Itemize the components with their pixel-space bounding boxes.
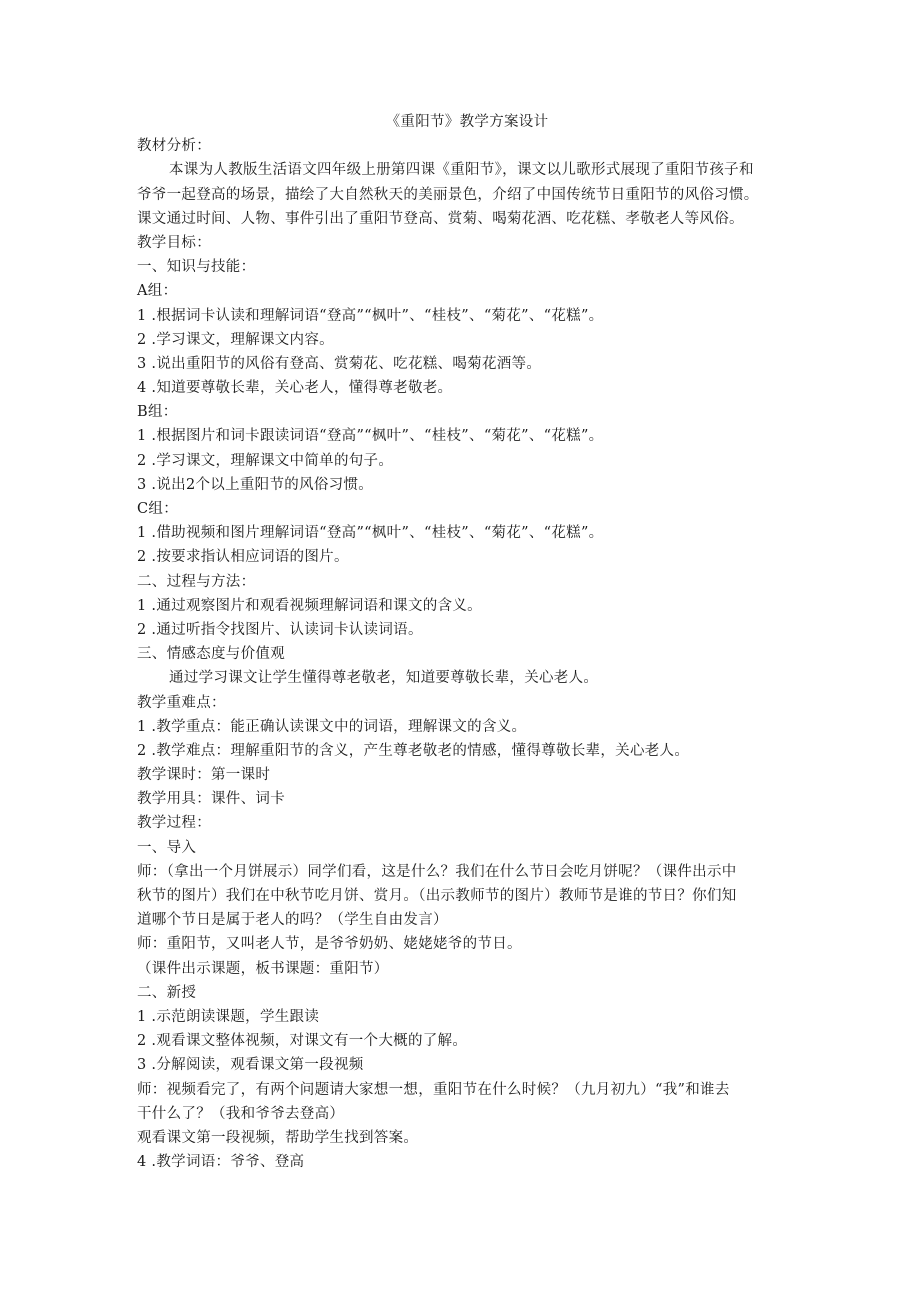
text-line: 本课为人教版生活语文四年级上册第四课《重阳节》，课文以儿歌形式展现了重阳节孩子和	[169, 162, 754, 179]
text-line: 师：视频看完了，有两个问题请大家想一想，重阳节在什么时候？（九月初九）“我”和谁去	[137, 1081, 730, 1098]
text-line: 课文通过时间、人物、事件引出了重阳节登高、赏菊、喝菊花酒、吃花糕、孝敬老人等风俗。	[137, 210, 744, 227]
text-line: 观看课文第一段视频，帮助学生找到答案。	[137, 1129, 419, 1146]
text-line: 1 .借助视频和图片理解词语“登高”“枫叶”、“桂枝”、“菊花”、“花糕”。	[137, 525, 604, 542]
text-line: 1 .根据词卡认读和理解词语“登高”“枫叶”、“桂枝”、“菊花”、“花糕”。	[137, 307, 604, 324]
text-line: 4 .知道要尊敬长辈，关心老人，懂得尊老敬老。	[137, 380, 453, 397]
text-line: B组：	[137, 404, 178, 421]
text-line: 教材分析：	[137, 138, 211, 155]
text-line: 爷爷一起登高的场景，描绘了大自然秋天的美丽景色，介绍了中国传统节日重阳节的风俗习惯。	[137, 186, 759, 203]
text-line: 教学过程：	[137, 815, 211, 832]
text-line: 一、知识与技能：	[137, 259, 256, 276]
text-line: 教学目标：	[137, 234, 211, 251]
text-line: 道哪个节日是属于老人的吗？（学生自由发言）	[137, 912, 448, 929]
text-line: 2 .教学难点：理解重阳节的含义，产生尊老敬老的情感，懂得尊敬长辈，关心老人。	[137, 742, 690, 759]
text-line: 教学用具：课件、词卡	[137, 791, 285, 808]
text-line: 1 .通过观察图片和观看视频理解词语和课文的含义。	[137, 597, 482, 614]
text-line: （课件出示课题，板书课题：重阳节）	[137, 960, 389, 977]
text-line: 1 .根据图片和词卡跟读词语“登高”“枫叶”、“桂枝”、“菊花”、“花糕”。	[137, 428, 604, 445]
text-line: 2 .学习课文，理解课文内容。	[137, 331, 334, 348]
text-line: A组：	[137, 283, 178, 300]
text-line: 干什么了？（我和爷爷去登高）	[137, 1105, 345, 1122]
text-line: 3 .说出2个以上重阳节的风俗习惯。	[137, 476, 374, 493]
text-line: 三、情感态度与价值观	[137, 646, 285, 663]
text-line: 通过学习课文让学生懂得尊老敬老，知道要尊敬长辈，关心老人。	[169, 670, 599, 687]
document-body	[137, 134, 797, 1174]
text-line: 3 .分解阅读，观看课文第一段视频	[137, 1057, 364, 1074]
document-title: 《重阳节》教学方案设计	[385, 114, 549, 130]
document-page	[137, 110, 797, 1174]
text-line: 1 .示范朗读课题，学生跟读	[137, 1008, 320, 1025]
text-line: 1 .教学重点：能正确认读课文中的词语，理解课文的含义。	[137, 718, 527, 735]
text-line: 2 .通过听指令找图片、认读词卡认读词语。	[137, 621, 423, 638]
text-line: 一、导入	[137, 839, 197, 856]
text-line: 教学课时：第一课时	[137, 767, 271, 784]
text-line: 2 .按要求指认相应词语的图片。	[137, 549, 349, 566]
text-line: 二、过程与方法：	[137, 573, 256, 590]
text-line: 秋节的图片）我们在中秋节吃月饼、赏月。（出示教师节的图片）教师节是谁的节日？你们知	[137, 888, 737, 904]
text-line: 2 .学习课文，理解课文中简单的句子。	[137, 452, 394, 469]
text-line: 教学重难点：	[137, 694, 226, 711]
text-line: 师：（拿出一个月饼展示）同学们看，这是什么？我们在什么节日会吃月饼呢？（课件出示中	[137, 863, 737, 880]
text-line: 2 .观看课文整体视频，对课文有一个大概的了解。	[137, 1033, 468, 1050]
text-line: 二、新授	[137, 984, 197, 1001]
text-line: 3 .说出重阳节的风俗有登高、赏菊花、吃花糕、喝菊花酒等。	[137, 355, 542, 372]
text-line: 师：重阳节，又叫老人节，是爷爷奶奶、姥姥姥爷的节日。	[137, 936, 522, 953]
text-line: 4 .教学词语：爷爷、登高	[137, 1154, 305, 1171]
text-line: C组：	[137, 501, 178, 517]
